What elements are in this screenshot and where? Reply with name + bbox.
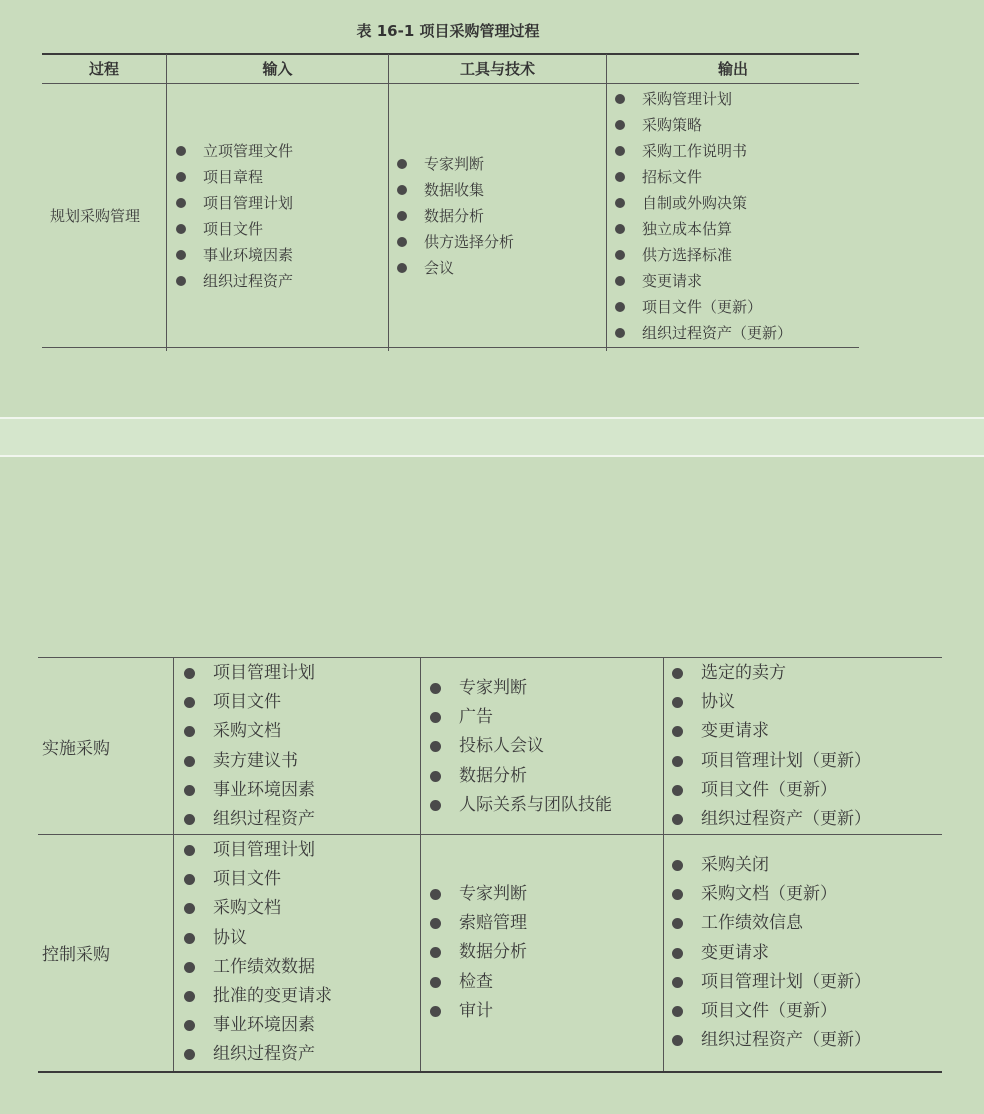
page-break-band (0, 417, 984, 457)
list-item: 数据收集 (397, 177, 514, 203)
list-item: 组织过程资产 (176, 268, 293, 294)
list-item: 广告 (430, 703, 612, 732)
list-item: 项目管理计划 (184, 659, 315, 688)
conduct-outputs-list (672, 659, 871, 834)
list-item: 自制或外购决策 (615, 190, 792, 216)
table2-col-divider (663, 657, 664, 1071)
list-item: 立项管理文件 (176, 138, 293, 164)
list-item: 协议 (184, 924, 332, 953)
table2-col-divider (173, 657, 174, 1071)
list-item: 招标文件 (615, 164, 792, 190)
list-item: 索赔管理 (430, 909, 527, 938)
list-item: 项目文件（更新） (672, 776, 871, 805)
list-item: 组织过程资产 (184, 805, 315, 834)
list-item: 选定的卖方 (672, 659, 871, 688)
list-item: 采购策略 (615, 112, 792, 138)
list-item: 采购工作说明书 (615, 138, 792, 164)
list-item: 事业环境因素 (184, 776, 315, 805)
list-item: 项目文件 (176, 216, 293, 242)
list-item: 数据分析 (397, 203, 514, 229)
list-item: 变更请求 (672, 939, 871, 968)
list-item: 协议 (672, 688, 871, 717)
list-item: 专家判断 (397, 151, 514, 177)
table1-header-rule (42, 83, 859, 84)
list-item: 数据分析 (430, 762, 612, 791)
conduct-inputs-list (184, 659, 315, 834)
list-item: 投标人会议 (430, 732, 612, 761)
list-item: 项目章程 (176, 164, 293, 190)
table2-bottom-rule (38, 1071, 942, 1073)
header-process: 过程 (88, 60, 119, 78)
list-item: 项目文件 (184, 688, 315, 717)
list-item: 采购文档 (184, 894, 332, 923)
list-item: 项目文件（更新） (672, 997, 871, 1026)
list-item: 采购关闭 (672, 851, 871, 880)
header-tools: 工具与技术 (459, 60, 535, 78)
list-item: 组织过程资产 (184, 1040, 332, 1069)
list-item: 数据分析 (430, 938, 527, 967)
list-item: 组织过程资产（更新） (615, 320, 792, 346)
list-item: 批准的变更请求 (184, 982, 332, 1011)
plan-inputs-list (176, 138, 293, 294)
control-inputs-list (184, 836, 332, 1070)
list-item: 项目管理计划（更新） (672, 968, 871, 997)
process-conduct-procurement: 实施采购 (42, 739, 110, 759)
list-item: 独立成本估算 (615, 216, 792, 242)
list-item: 工作绩效数据 (184, 953, 332, 982)
conduct-tools-list (430, 674, 612, 820)
list-item: 事业环境因素 (176, 242, 293, 268)
table1-col-divider (606, 54, 607, 351)
process-plan-procurement: 规划采购管理 (50, 207, 141, 225)
table1-col-divider (166, 54, 167, 351)
table1-top-rule (42, 53, 859, 55)
list-item: 项目管理计划 (184, 836, 332, 865)
list-item: 变更请求 (672, 717, 871, 746)
list-item: 会议 (397, 255, 514, 281)
list-item: 变更请求 (615, 268, 792, 294)
list-item: 项目管理计划（更新） (672, 747, 871, 776)
list-item: 事业环境因素 (184, 1011, 332, 1040)
list-item: 供方选择分析 (397, 229, 514, 255)
list-item: 项目文件（更新） (615, 294, 792, 320)
list-item: 组织过程资产（更新） (672, 805, 871, 834)
list-item: 卖方建议书 (184, 747, 315, 776)
list-item: 检查 (430, 968, 527, 997)
table1-col-divider (388, 54, 389, 351)
process-control-procurement: 控制采购 (42, 945, 110, 965)
table1-bottom-rule (42, 347, 859, 348)
plan-tools-list (397, 151, 514, 281)
plan-outputs-list (615, 86, 792, 346)
control-tools-list (430, 880, 527, 1026)
list-item: 专家判断 (430, 880, 527, 909)
list-item: 项目管理计划 (176, 190, 293, 216)
list-item: 采购文档（更新） (672, 880, 871, 909)
list-item: 工作绩效信息 (672, 909, 871, 938)
table-title: 表 16-1 项目采购管理过程 (356, 22, 540, 40)
list-item: 项目文件 (184, 865, 332, 894)
list-item: 采购管理计划 (615, 86, 792, 112)
header-outputs: 输出 (717, 60, 748, 78)
table2-col-divider (420, 657, 421, 1071)
header-inputs: 输入 (262, 60, 293, 78)
list-item: 采购文档 (184, 717, 315, 746)
control-outputs-list (672, 851, 871, 1055)
list-item: 审计 (430, 997, 527, 1026)
list-item: 专家判断 (430, 674, 612, 703)
list-item: 组织过程资产（更新） (672, 1026, 871, 1055)
list-item: 人际关系与团队技能 (430, 791, 612, 820)
list-item: 供方选择标准 (615, 242, 792, 268)
